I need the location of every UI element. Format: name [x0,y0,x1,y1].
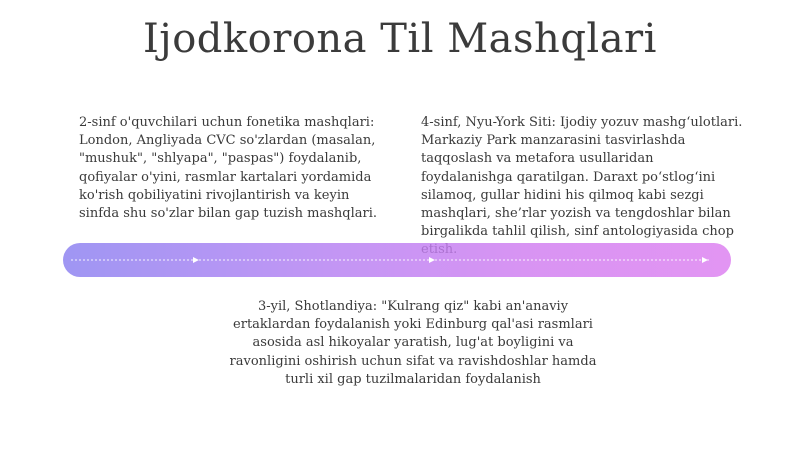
text-block-left: 2-sinf o'quvchilari uchun fonetika mashqlari: London, Angliyada CVC so'zlardan (masalan, "mushuk", "shlyapa", "paspas") foydalanib, qofiyalar o'yini, rasmlar kartalari yordamida ko'rish qobiliyatini rivojlantirish va keyin sinfda shu so'zlar bilan gap tuzish mashqlari. [79,115,377,222]
arrow-right-icon [193,257,199,263]
arrow-right-icon [702,257,708,263]
arrow-right-icon [429,257,435,263]
text-block-right: 4-sinf, Nyu-York Siti: Ijodiy yozuv mashg‘ulotlari. Markaziy Park manzarasini tasvirlashda taqqoslash va metafora usullaridan foydalanishga qaratilgan. Daraxt po‘stlog‘ini silamoq, gullar hidini his qilmoq kabi sezgi mashqlari, she’rlar yozish va tengdoshlar bilan birgalikda tahlil qilish, sinf antologiyasida chop [421,115,743,240]
timeline-arrows [63,243,731,277]
page-title: Ijodkorona Til Mashqlari [143,16,657,62]
text-block-bottom: 3-yil, Shotlandiya: "Kulrang qiz" kabi an'anaviy ertaklardan foydalanish yoki Edinburg qal'asi rasmlari asosida asl hikoyalar yaratish, lug'at boyligini va ravonligini oshirish uchun sifat va ravishdoshlar hamda turli xil gap tuzilmalaridan foydalanish [229,299,597,387]
